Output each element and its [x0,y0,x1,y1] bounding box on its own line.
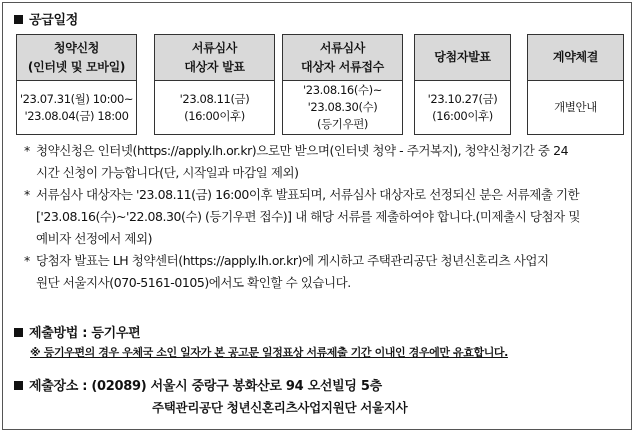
step-document-submit [282,34,403,135]
step-date: '23.10.27(금) [427,91,498,106]
square-bullet-icon [14,381,23,390]
method-heading [14,322,140,341]
method-title: 제출방법 : 등기우편 [29,326,141,341]
schedule-heading [14,9,78,28]
step-header [155,35,274,81]
place-heading [14,375,382,394]
step-subtitle: (인터넷 및 모바일) [27,59,126,74]
method-note: ※ 등기우편의 경우 우체국 소인 일자가 본 공고문 일정표상 서류제출 기간 이내인 경우에만 유효합니다. [30,346,508,359]
place-label: 제출장소 : (02089) 서울시 중랑구 봉화산로 94 오선빌딩 5층 [29,379,382,394]
note-line: 당첨자 발표는 LH 청약센터(https://apply.lh.or.kr)에 게시하고 주택관리공단 청년신혼리츠 사업지 [36,253,549,268]
step-title: 당첨자발표 [434,50,491,64]
step-header [415,35,510,81]
place-line2: 주택관리공단 청년신혼리츠사업지원단 서울지사 [152,400,408,415]
schedule-title: 공급일정 [29,13,79,28]
step-date-start: '23.08.16(수)~ [303,83,382,97]
step-dates [415,81,510,134]
note-document-review [24,184,624,250]
note-line: 청약신청은 인터넷(https://apply.lh.or.kr)으로만 받으며(인터넷 청약 - 주거복지), 청약신청기간 중 24 [36,143,569,158]
step-date-end: '23.08.30(수) [307,100,378,114]
step-dates [528,81,623,134]
note-application [24,140,624,184]
step-title: 서류심사 [191,40,238,55]
step-date-start: '23.07.31(월) 10:00~ [19,91,134,106]
step-method: (등기우편) [316,117,368,131]
step-subtitle: 대상자 서류접수 [301,59,384,74]
square-bullet-icon [14,15,23,24]
asterisk-icon: * [24,143,30,158]
note-line: 예비자 선정에서 제외) [36,231,153,246]
step-date-end: '23.08.04(금) 18:00 [24,108,129,123]
note-winner [24,250,624,294]
step-date: '23.08.11(금) [179,91,250,106]
step-winner-announce [414,34,511,135]
note-line: 시간 신청이 가능합니다(단, 시작일과 마감일 제외) [36,165,299,180]
step-title: 계약체결 [552,50,599,64]
step-header [17,35,136,81]
step-dates [17,81,136,134]
step-contract [527,34,624,135]
step-application [16,34,137,135]
note-line: ['23.08.16(수)~'22.08.30(수) (등기우편 접수)] 내 해당 서류를 제출하여야 합니다.(미제출시 당첨자 및 [36,209,580,224]
step-time: (16:00이후) [184,108,245,123]
step-header [528,35,623,81]
note-line: 원단 서울지사(070-5161-0105)에서도 확인할 수 있습니다. [36,275,351,290]
step-note: 개별안내 [554,100,597,114]
square-bullet-icon [14,328,23,337]
step-subtitle: 대상자 발표 [184,59,245,74]
step-title: 서류심사 [319,40,366,55]
schedule-notes [24,140,624,294]
asterisk-icon: * [24,187,30,202]
asterisk-icon: * [24,253,30,268]
note-line: 서류심사 대상자는 '23.08.11(금) 16:00이후 발표되며, 서류심사 대상자로 선정되신 분은 서류제출 기한 [36,187,580,202]
step-header [283,35,402,81]
step-dates [155,81,274,134]
step-title: 청약신청 [53,40,100,55]
step-time: (16:00이후) [432,108,493,123]
step-document-announce [154,34,275,135]
step-dates [283,81,402,134]
